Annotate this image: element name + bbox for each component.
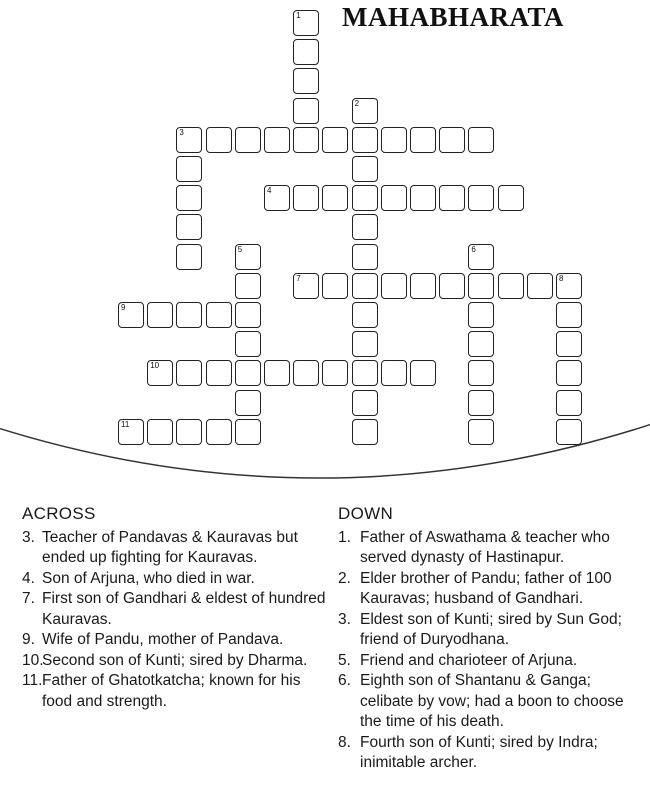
cell-number: 9: [121, 303, 126, 312]
clue-down-1: [338, 528, 643, 569]
cell-number: 7: [296, 273, 301, 283]
clue-across-7: [22, 589, 332, 630]
clue-across-3: [22, 528, 332, 569]
clue-across-11: [22, 671, 332, 712]
cell-number: 5: [237, 244, 243, 254]
clue-text: Son of Arjuna, who died in war.: [42, 569, 255, 587]
clue-text: Teacher of Pandavas & Kauravas but ended up fighting for Kauravas.: [42, 528, 298, 566]
clue-across-4: [22, 569, 332, 590]
cell-number: 11: [121, 419, 130, 429]
clue-text: First son of Gandhari & eldest of hundred Kauravas.: [42, 590, 326, 628]
clue-number: 4.: [22, 569, 35, 587]
clue-down-3: [338, 610, 643, 651]
down-clues: [338, 504, 643, 774]
clue-text: Father of Ghatotkatcha; known for his food and strength.: [42, 672, 301, 710]
clue-number: 3.: [338, 610, 351, 628]
clue-text: Second son of Kunti; sired by Dharma.: [42, 651, 308, 669]
clue-text: Wife of Pandu, mother of Pandava.: [42, 631, 284, 648]
cell-number: 1: [296, 11, 301, 20]
clue-text: Eighth son of Shantanu & Ganga; celibate by vow; had a boon to choose the time of his death.: [360, 672, 624, 730]
clue-number: 7.: [22, 590, 35, 607]
across-heading: ACROSS: [22, 504, 96, 523]
cell-number: 3: [179, 127, 184, 137]
cell-number: 10: [150, 361, 160, 371]
clue-text: Elder brother of Pandu; father of 100 Kauravas; husband of Gandhari.: [360, 569, 612, 607]
clue-text: Friend and charioteer of Arjuna.: [360, 651, 578, 669]
down-heading: DOWN: [338, 504, 394, 523]
clue-down-5: [338, 651, 643, 672]
clue-number: 8.: [338, 733, 351, 751]
clue-number: 10.: [22, 651, 44, 669]
clue-across-10: [22, 651, 332, 672]
clue-down-6: [338, 671, 643, 733]
clue-number: 5.: [338, 651, 351, 669]
clue-number: 6.: [338, 672, 351, 689]
clue-text: Father of Aswathama & teacher who served dynasty of Hastinapur.: [360, 528, 610, 566]
clue-number: 2.: [338, 569, 351, 587]
clue-number: 9.: [22, 631, 35, 648]
clue-text: Fourth son of Kunti; sired by Indra; inimitable archer.: [360, 733, 598, 771]
clue-number: 1.: [338, 528, 351, 546]
clue-number: 3.: [22, 528, 35, 546]
cell-number: 2: [354, 98, 360, 108]
across-clues: [22, 504, 332, 712]
cell-number: 8: [559, 273, 564, 283]
clue-down-2: [338, 569, 643, 610]
cell-number: 4: [267, 186, 272, 196]
clue-number: 11.: [22, 672, 43, 689]
cell-number: 6: [471, 244, 476, 254]
clue-down-8: [338, 733, 643, 774]
puzzle-title: MAHABHARATA: [342, 2, 564, 32]
divider-arc: [0, 424, 650, 478]
clue-across-9: [22, 630, 332, 651]
clue-text: Eldest son of Kunti; sired by Sun God; friend of Duryodhana.: [360, 610, 622, 648]
